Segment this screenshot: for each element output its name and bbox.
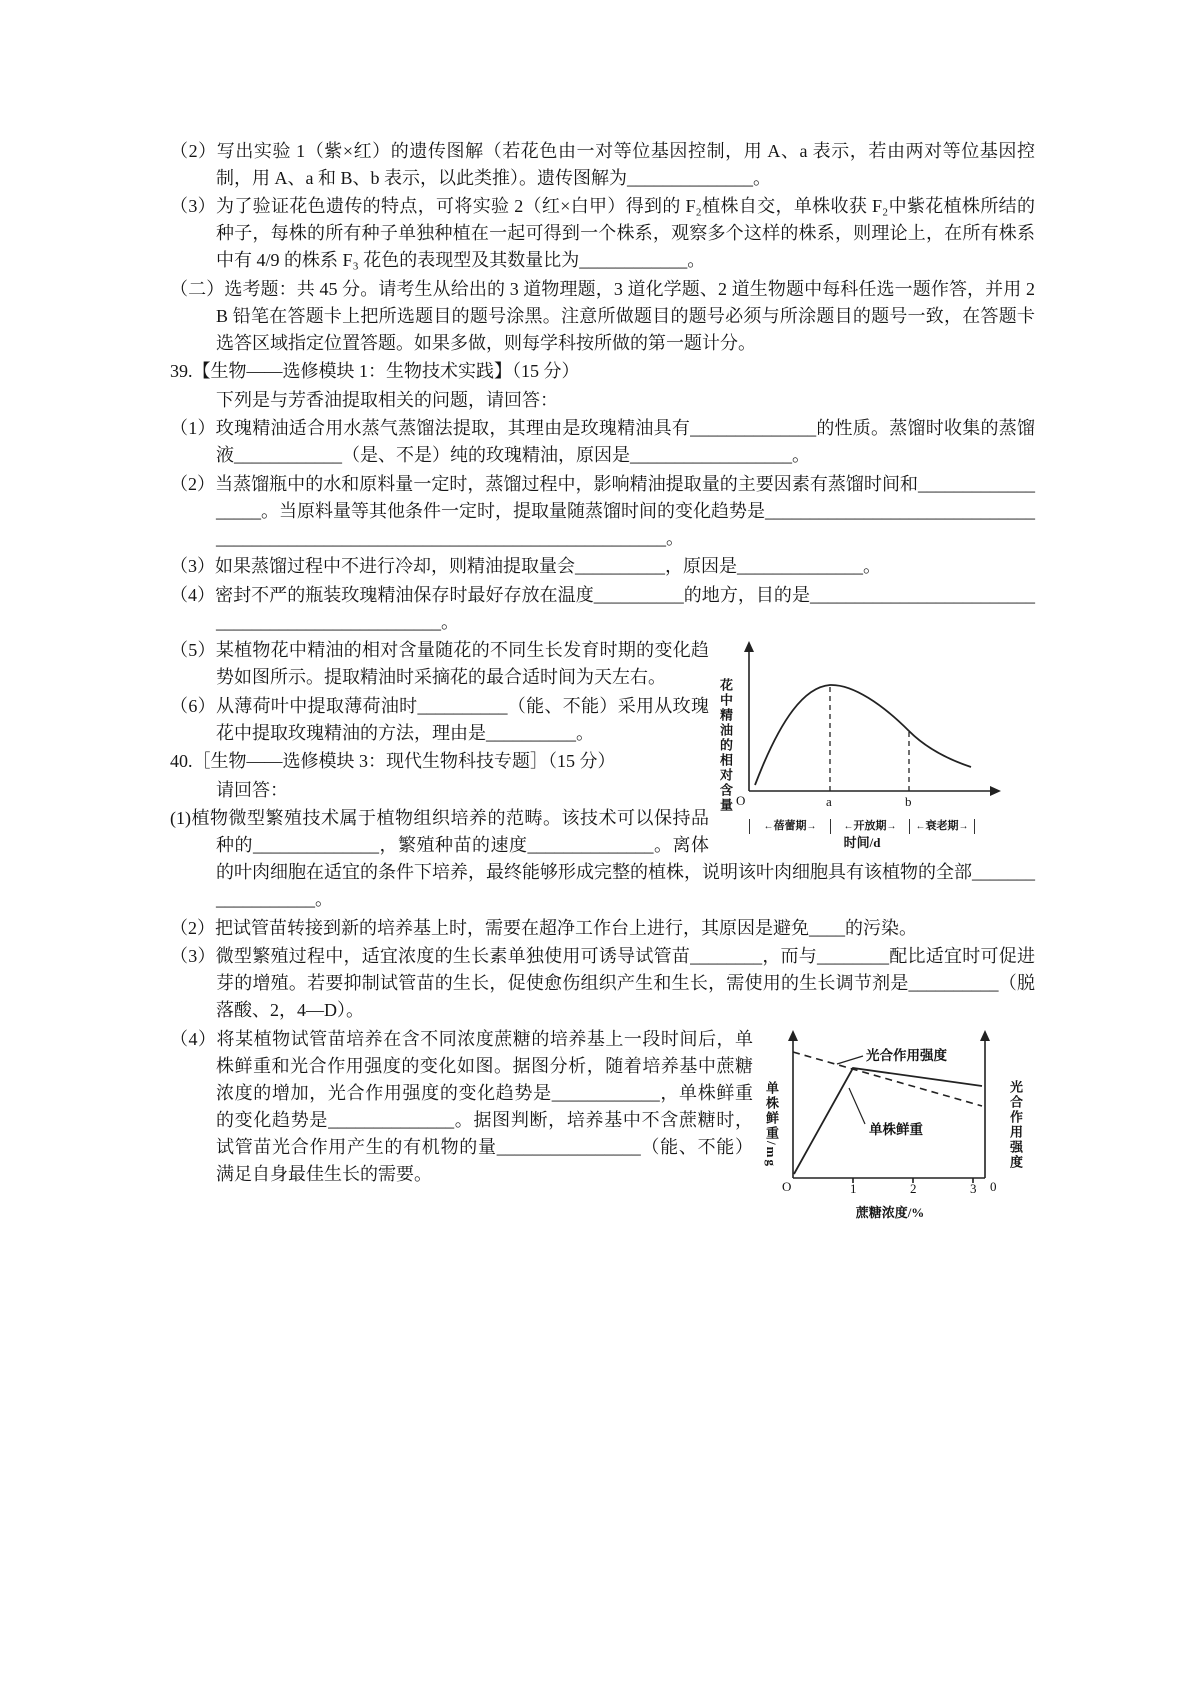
figure-sucrose-chart (763, 1028, 1035, 1222)
fig1-mark-b: b (905, 794, 912, 809)
fig1-phase-senescence: ← 衰老期 → (909, 819, 975, 834)
fig2-right-axis-label: 光合作用强度 (1008, 1079, 1023, 1170)
item-1-2: （2）写出实验 1（紫×红）的遗传图解（若花色由一对等位基因控制，用 A、a 表示，若由两对等位基因控制，用 A、a 和 B、b 表示，以此类推）。遗传图解为______________。 (170, 140, 1035, 188)
q40-item-1: (1)植物微型繁殖技术属于植物组织培养的范畴。该技术可以保持品种的______________，繁殖种苗的速度______________。离体的叶肉细胞在适宜的条件下培养，最终能够形成完整的植株，说明该叶肉细胞具有该植物的全部__________________。 (170, 808, 1035, 909)
q40-item-4: （4）将某植物试管苗培养在含不同浓度蔗糖的培养基上一段时间后，单株鲜重和光合作用强度的变化如图。据图分析，随着培养基中蔗糖浓度的增加，光合作用强度的变化趋势是____________，单株鲜重的变化趋势是______________。据图判断，培养基中不含蔗糖时，试管苗光合作用产生的有机物的量________________（能、不能）满足自身最佳生长的需要。 (170, 1028, 753, 1184)
fig1-origin-label: O (736, 793, 746, 808)
fig1-phase-blooming: ← 开放期 → (830, 819, 909, 834)
fig1-x-axis-label: 时间/d (843, 835, 881, 850)
fig1-y-axis-label: 花中精油的相对含量 (718, 678, 733, 813)
fig2-x-axis-label: 蔗糖浓度/% (855, 1204, 925, 1220)
q39-item-5: （5）某植物花中精油的相对含量随花的不同生长发育时期的变化趋势如图所示。提取精油时采摘花的最合适时间为天左右。 (170, 640, 709, 687)
q39-item-2: （2）当蒸馏瓶中的水和原料量一定时，蒸馏过程中，影响精油提取量的主要因素有蒸馏时间和__________________。当原料量等其他条件一定时，提取量随蒸馏时间的变化趋势是________________________________________________________________________________。 (170, 473, 1035, 548)
section-2-instructions: （二）选考题：共 45 分。请考生从给出的 3 道物理题，3 道化学题、2 道生物题中每科任选一题作答，并用 2B 铅笔在答题卡上把所选题目的题号涂黑。注意所做题目的题号必须与所涂题目的题号一致，在答题卡选答区域指定位置答题。如果多做，则每学科按所做的第一题计分。 (170, 278, 1035, 353)
q39-item-4: （4）密封不严的瓶装玫瑰精油保存时最好存放在温度__________的地方，目的是__________________________________________________。 (170, 584, 1035, 632)
figure-oil-content-chart (717, 639, 1035, 852)
fig2-tick-2: 2 (910, 1180, 917, 1196)
q39-item-6: （6）从薄荷叶中提取薄荷油时__________（能、不能）采用从玫瑰花中提取玫瑰精油的方法，理由是__________。 (170, 695, 709, 743)
q39-heading: 39.【生物——选修模块 1：生物技术实践】（15 分） (170, 361, 580, 381)
fig1-phase-budding: ← 蓓蕾期 → (749, 819, 830, 834)
fig2-series-label-fresh-weight: 单株鲜重 (869, 1121, 923, 1137)
q40-item-3: （3）微型繁殖过程中，适宜浓度的生长素单独使用可诱导试管苗________，而与________配比适宜时可促进芽的增殖。若要抑制试管苗的生长，促使愈伤组织产生和生长，需使用的生长调节剂是__________（脱落酸、2，4—D）。 (170, 946, 1035, 1020)
fig1-plot (733, 639, 1005, 811)
fig2-right-zero: 0 (990, 1178, 997, 1194)
fig2-plot (779, 1028, 1007, 1196)
fig2-tick-1: 1 (850, 1180, 857, 1196)
fig1-mark-a: a (826, 794, 832, 809)
fig1-phase-labels (749, 819, 1005, 834)
item-1-3: （3）为了验证花色遗传的特点，可将实验 2（红×白甲）得到的 F₂植株自交，单株收获 F₂中紫花植株所结的种子，每株的所有种子单独种植在一起可得到一个株系，观察多个这样的株系，则理论上，在所有株系中有 4/9 的株系 F₃ 花色的表现型及其数量比为____________。 (170, 196, 1035, 270)
q39-item-3: （3）如果蒸馏过程中不进行冷却，则精油提取量会__________，原因是______________。 (170, 556, 881, 576)
q39-intro: 下列是与芳香油提取相关的问题，请回答： (216, 389, 558, 410)
q40-heading: 40.［生物——选修模块 3：现代生物科技专题］（15 分） (170, 751, 616, 771)
q40-item-2: （2）把试管苗转接到新的培养基上时，需要在超净工作台上进行，其原因是避免____的污染。 (170, 917, 917, 938)
q39-item-1: （1）玫瑰精油适合用水蒸气蒸馏法提取，其理由是玫瑰精油具有______________的性质。蒸馏时收集的蒸馏液____________（是、不是）纯的玫瑰精油，原因是__________________。 (170, 418, 1035, 465)
fig2-left-axis-label: 单株鲜重/mg (764, 1081, 779, 1168)
fig2-series-label-photosynthesis: 光合作用强度 (866, 1047, 947, 1063)
fig2-origin-label: O (782, 1178, 792, 1194)
q40-intro: 请回答： (216, 779, 288, 800)
fig2-tick-3: 3 (970, 1180, 977, 1196)
